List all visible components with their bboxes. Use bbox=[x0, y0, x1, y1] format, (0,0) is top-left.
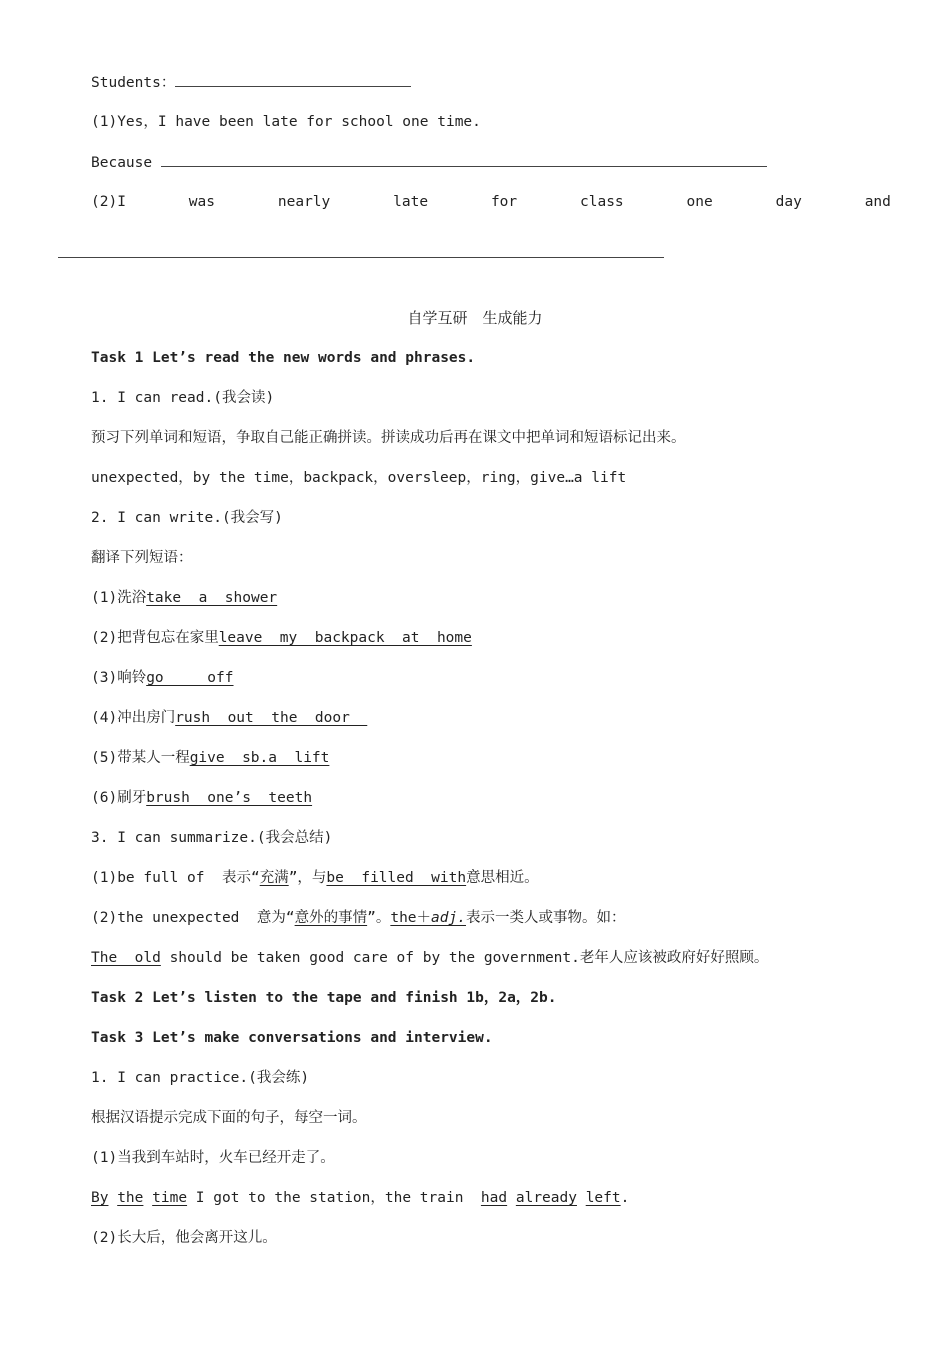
write-instruction: 翻译下列短语： bbox=[91, 550, 193, 566]
answer-part: the＋ bbox=[390, 910, 432, 926]
write-item-prompt: (4)冲出房门 bbox=[91, 710, 176, 726]
answer-2-word: for bbox=[490, 194, 518, 210]
write-item-prompt: (6)刷牙 bbox=[91, 790, 147, 806]
students-line bbox=[91, 72, 411, 93]
section-title: 自学互研 生成能力 bbox=[407, 309, 543, 327]
answer: had bbox=[480, 1190, 508, 1206]
answer: time bbox=[152, 1190, 188, 1206]
write-item-answer: brush one’s teeth bbox=[146, 790, 313, 806]
answer: be filled with bbox=[326, 870, 467, 886]
practice-heading: 1. I can practice.(我会练) bbox=[91, 1070, 310, 1086]
task3-title: Task 3 Let’s make conversations and interview. bbox=[91, 1030, 493, 1046]
write-item-answer: give sb.a lift bbox=[189, 750, 330, 766]
read-words: unexpected，by the time，backpack，oversleep，ring，give…a lift bbox=[91, 470, 627, 486]
summarize-line-3 bbox=[91, 948, 768, 968]
answer-2 bbox=[91, 192, 891, 212]
answer bbox=[390, 910, 466, 926]
answer: left bbox=[585, 1190, 621, 1206]
answer: The old bbox=[91, 950, 161, 966]
write-item-prompt: (5)带某人一程 bbox=[91, 750, 190, 766]
text: (1)be full of 表示“ bbox=[91, 870, 260, 886]
write-item bbox=[91, 628, 472, 648]
write-item bbox=[91, 588, 277, 608]
students-blank[interactable] bbox=[175, 72, 411, 87]
text: should be taken good care of by the government.老年人应该被政府好好照顾。 bbox=[160, 950, 769, 966]
practice-item-1-cn: (1)当我到车站时，火车已经开走了。 bbox=[91, 1150, 335, 1166]
read-heading: 1. I can read.(我会读) bbox=[91, 390, 275, 406]
write-item-answer: rush out the door bbox=[175, 710, 368, 726]
answer: the bbox=[117, 1190, 144, 1206]
answer-2-word: and bbox=[864, 194, 891, 210]
because-blank[interactable] bbox=[161, 152, 767, 167]
write-item bbox=[91, 708, 367, 728]
text: ”。 bbox=[367, 910, 391, 926]
students-label: Students： bbox=[91, 75, 176, 91]
text: (2)the unexpected 意为“ bbox=[91, 910, 295, 926]
text: 表示一类人或事物。如： bbox=[465, 910, 626, 926]
write-item-answer: leave my backpack at home bbox=[218, 630, 472, 646]
write-item bbox=[91, 788, 312, 808]
write-item-answer: go off bbox=[146, 670, 234, 686]
answer: By bbox=[91, 1190, 109, 1206]
answer: 充满 bbox=[259, 870, 289, 886]
because-label: Because bbox=[91, 155, 153, 171]
answer-part: adj. bbox=[431, 910, 466, 926]
write-item-prompt: (3)响铃 bbox=[91, 670, 147, 686]
answer-2-word: class bbox=[580, 194, 624, 210]
answer-1: (1)Yes，I have been late for school one time. bbox=[91, 114, 481, 130]
answer-2-word: one bbox=[686, 194, 713, 210]
practice-item-1-en bbox=[91, 1188, 629, 1208]
text: 意思相近。 bbox=[466, 870, 539, 886]
answer: already bbox=[515, 1190, 577, 1206]
answer: 意外的事情 bbox=[294, 910, 368, 926]
summarize-line-2 bbox=[91, 908, 625, 928]
answer-2-blank[interactable] bbox=[58, 257, 664, 258]
write-item bbox=[91, 748, 329, 768]
read-instruction: 预习下列单词和短语，争取自己能正确拼读。拼读成功后再在课文中把单词和短语标记出来。 bbox=[91, 430, 686, 446]
answer-2-word: day bbox=[775, 194, 802, 210]
task1-title: Task 1 Let’s read the new words and phrases. bbox=[91, 350, 476, 366]
write-heading: 2. I can write.(我会写) bbox=[91, 510, 283, 526]
write-item-prompt: (1)洗浴 bbox=[91, 590, 147, 606]
text: I got to the station，the train bbox=[187, 1190, 481, 1206]
text: . bbox=[620, 1190, 630, 1206]
practice-item-2-cn: (2)长大后，他会离开这儿。 bbox=[91, 1230, 277, 1246]
answer-2-word: late bbox=[393, 194, 429, 210]
summarize-heading: 3. I can summarize.(我会总结) bbox=[91, 830, 333, 846]
write-item-prompt: (2)把背包忘在家里 bbox=[91, 630, 219, 646]
answer-2-word: nearly bbox=[277, 194, 331, 210]
task2-title: Task 2 Let’s listen to the tape and finish 1b，2a，2b. bbox=[91, 990, 557, 1006]
practice-instruction: 根据汉语提示完成下面的句子，每空一词。 bbox=[91, 1110, 367, 1126]
write-item-answer: take a shower bbox=[146, 590, 278, 606]
text: ”，与 bbox=[288, 870, 327, 886]
write-item bbox=[91, 668, 234, 688]
because-line bbox=[91, 152, 767, 173]
summarize-line-1 bbox=[91, 868, 539, 888]
answer-2-word: (2)I bbox=[91, 194, 126, 210]
answer-2-word: was bbox=[188, 194, 215, 210]
